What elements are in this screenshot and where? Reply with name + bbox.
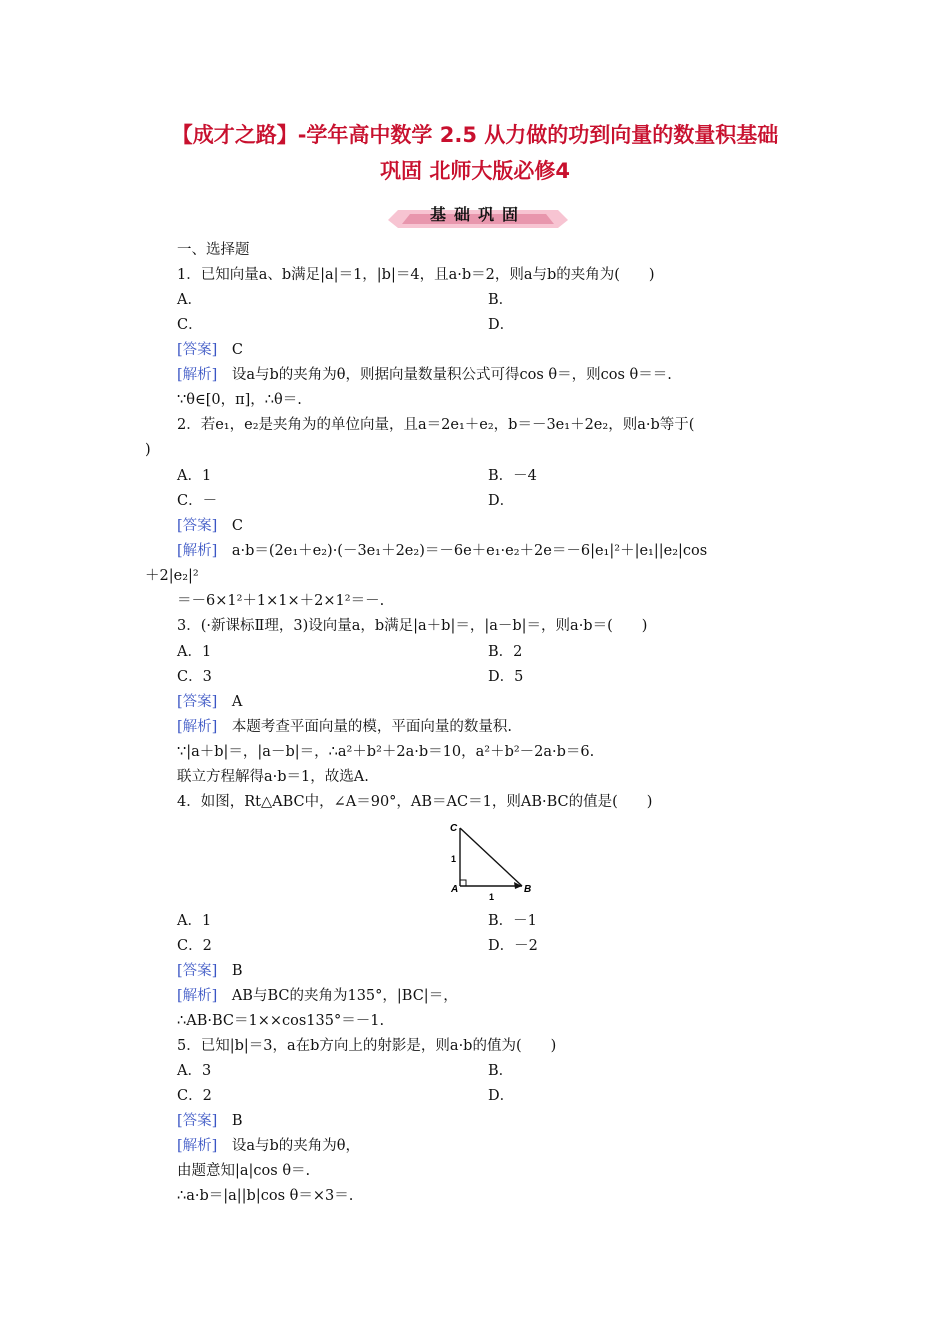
label-c: C (450, 823, 458, 834)
q3-explanation (177, 717, 512, 737)
q4-option-c: C．2 (177, 938, 212, 954)
q4-option-b: B．－1 (488, 913, 537, 929)
q4-explanation-line2: ∴AB·BC＝1××cos135°＝－1. (177, 1013, 385, 1029)
q5-option-a: A．3 (177, 1063, 212, 1079)
q5-option-b: B． (488, 1063, 514, 1079)
answer-label: [答案] (177, 963, 218, 979)
q2-option-b: B．－4 (488, 468, 537, 484)
answer-value: B (231, 1113, 243, 1129)
q3-explanation-line2: ∵|a＋b|＝，|a－b|＝，∴a²＋b²＋2a·b＝10，a²＋b²－2a·b＝6. (177, 744, 595, 760)
section-banner (388, 202, 568, 228)
q4-stem: 4．如图，Rt△ABC中，∠A＝90°，AB＝AC＝1，则AB·BC的值是( ) (177, 794, 653, 810)
q1-explanation-line2: ∵θ∈[0，π]，∴θ＝. (177, 392, 302, 408)
q4-answer (177, 961, 242, 981)
q3-option-d: D．5 (488, 669, 524, 685)
q4-explanation (177, 986, 458, 1006)
answer-label: [答案] (177, 518, 218, 534)
q3-explanation-line3: 联立方程解得a·b＝1，故选A. (177, 769, 369, 785)
q1-option-a: A． (177, 292, 202, 308)
q5-option-d: D． (488, 1088, 515, 1104)
explanation-text: 本题考查平面向量的模，平面向量的数量积. (231, 719, 512, 735)
q5-explanation (177, 1136, 360, 1156)
q1-option-d: D． (488, 317, 515, 333)
q1-option-c: C． (177, 317, 203, 333)
explanation-text: 设a与b的夹角为θ， (231, 1138, 360, 1154)
q2-option-a: A．1 (177, 468, 212, 484)
q5-stem: 5．已知|b|＝3，a在b方向上的射影是，则a·b的值为( ) (177, 1038, 557, 1054)
q5-explanation-line3: ∴a·b＝|a||b|cos θ＝×3＝. (177, 1188, 354, 1204)
explanation-text: a·b＝(2e₁＋e₂)·(－3e₁＋2e₂)＝－6e＋e₁·e₂＋2e＝－6|e₁|²＋|e₁||e₂|cos (231, 543, 708, 559)
q2-option-d: D． (488, 493, 515, 509)
q1-option-b: B． (488, 292, 514, 308)
answer-value: A (231, 694, 243, 710)
q3-stem: 3．(·新课标Ⅱ理，3)设向量a，b满足|a＋b|＝，|a－b|＝，则a·b＝( ) (177, 618, 648, 634)
explanation-label: [解析] (177, 988, 218, 1004)
answer-value: C (231, 518, 243, 534)
explanation-label: [解析] (177, 543, 218, 559)
q5-explanation-line2: 由题意知|a|cos θ＝. (177, 1163, 311, 1179)
answer-value: B (231, 963, 243, 979)
q5-option-c: C．2 (177, 1088, 212, 1104)
q2-explanation-line2: ＋2|e₂|² (145, 568, 199, 584)
right-angle-mark (460, 880, 466, 886)
q4-option-a: A．1 (177, 913, 212, 929)
explanation-label: [解析] (177, 1138, 218, 1154)
section-heading: 一、选择题 (177, 242, 250, 258)
answer-label: [答案] (177, 1113, 218, 1129)
q1-explanation (177, 365, 672, 385)
q2-stem: 2．若e₁，e₂是夹角为的单位向量，且a＝2e₁＋e₂，b＝－3e₁＋2e₂，则a·b等于( (177, 417, 695, 433)
explanation-label: [解析] (177, 719, 218, 735)
label-b: B (524, 884, 532, 895)
side-cb (460, 828, 522, 886)
q5-answer (177, 1111, 242, 1131)
label-a: A (451, 884, 459, 895)
explanation-text: AB与BC的夹角为135°，|BC|＝， (231, 988, 458, 1004)
answer-label: [答案] (177, 342, 218, 358)
q2-option-c: C．－ (177, 493, 218, 509)
answer-value: C (231, 342, 243, 358)
explanation-text: 设a与b的夹角为θ，则据向量数量积公式可得cos θ＝，则cos θ＝＝. (231, 367, 672, 383)
answer-label: [答案] (177, 694, 218, 710)
q4-option-d: D．－2 (488, 938, 538, 954)
q2-explanation (177, 541, 707, 561)
doc-title-line2: 巩固 北师大版必修4 (380, 159, 570, 183)
q3-answer (177, 692, 242, 712)
q3-option-c: C．3 (177, 669, 212, 685)
banner-text: 基础巩固 (429, 205, 526, 224)
triangle-figure (448, 820, 548, 905)
q3-option-a: A．1 (177, 644, 212, 660)
explanation-label: [解析] (177, 367, 218, 383)
label-side-ab: 1 (489, 892, 495, 902)
label-side-ca: 1 (451, 854, 457, 864)
q2-answer (177, 516, 243, 536)
doc-title-line1: 【成才之路】-学年高中数学 2.5 从力做的功到向量的数量积基础 (171, 123, 779, 147)
q3-option-b: B．2 (488, 644, 523, 660)
q2-stem-cont: ) (145, 442, 151, 458)
q2-explanation-line3: ＝－6×1²＋1×1×＋2×1²＝－. (177, 593, 385, 609)
q1-answer (177, 340, 243, 360)
q1-stem: 1．已知向量a、b满足|a|＝1，|b|＝4，且a·b＝2，则a与b的夹角为( ) (177, 267, 655, 283)
